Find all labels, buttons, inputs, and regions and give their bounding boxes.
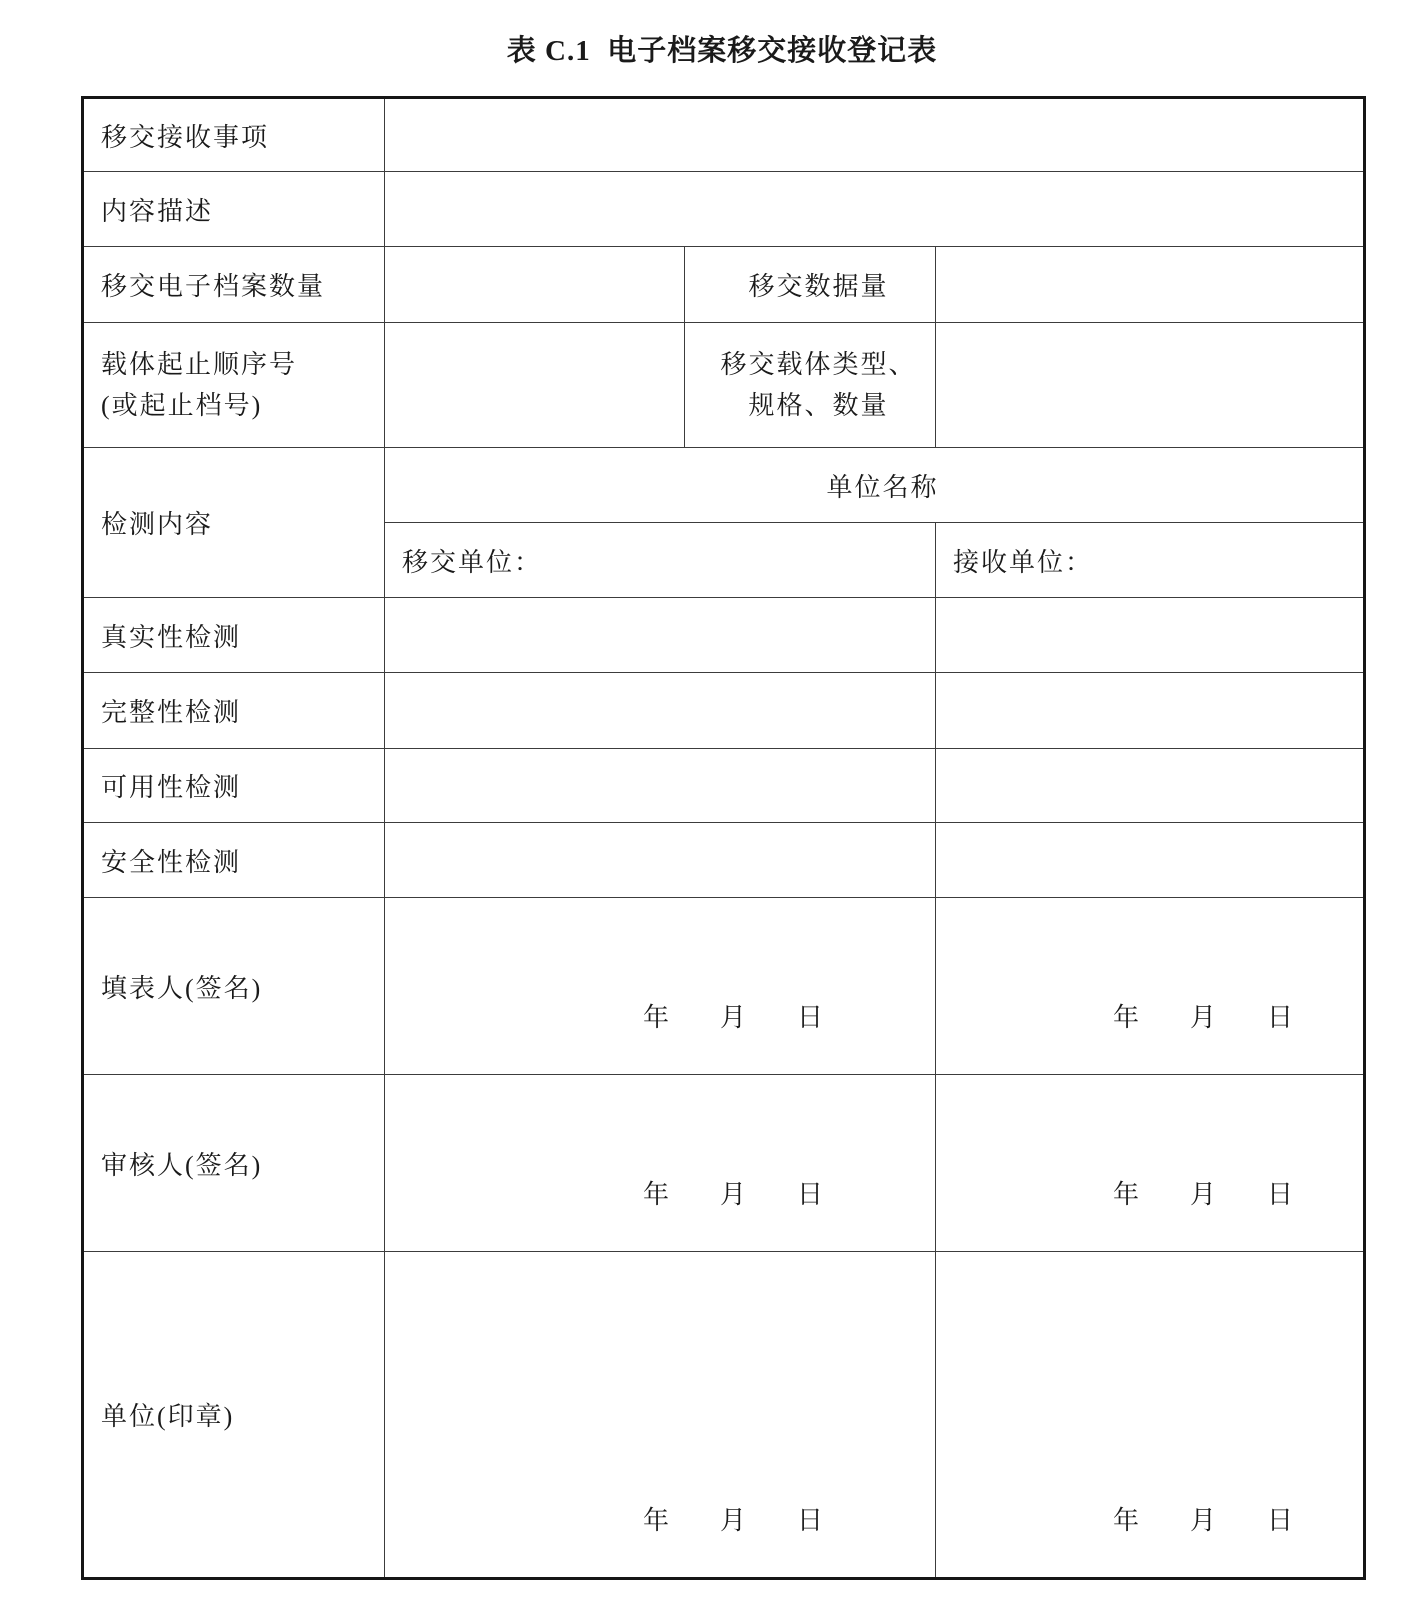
label-inspection-content: 检测内容 <box>83 448 385 598</box>
value-security-transfer <box>385 823 936 898</box>
label-transfer-data-volume: 移交数据量 <box>685 247 936 323</box>
value-integrity-receive <box>936 673 1365 749</box>
label-carrier-type-line2: 规格、数量 <box>748 391 889 420</box>
row-integrity-check <box>83 673 1365 749</box>
row-usability-check <box>83 749 1365 823</box>
row-carrier-sequence <box>83 323 1365 448</box>
value-authenticity-receive <box>936 598 1365 673</box>
value-usability-receive <box>936 749 1365 823</box>
value-transfer-receive-item <box>385 98 1365 172</box>
date-stub <box>1113 997 1293 1034</box>
row-security-check <box>83 823 1365 898</box>
date-year: 年 <box>1112 1506 1139 1535</box>
row-authenticity-check <box>83 598 1365 673</box>
value-transfer-data-volume <box>936 247 1365 323</box>
value-unit-seal-transfer <box>385 1252 936 1579</box>
date-stub <box>1113 1174 1293 1211</box>
date-stub <box>643 997 823 1034</box>
label-reviewer-signature: 审核人(签名) <box>83 1075 385 1252</box>
label-carrier-sequence-line2: (或起止档号) <box>101 391 263 420</box>
label-security-check: 安全性检测 <box>83 823 385 898</box>
label-authenticity-check: 真实性检测 <box>83 598 385 673</box>
date-day: 日 <box>796 1180 823 1209</box>
date-year: 年 <box>1112 1180 1139 1209</box>
label-carrier-type <box>685 323 936 448</box>
value-content-description <box>385 172 1365 247</box>
header-unit-name: 单位名称 <box>385 448 1365 523</box>
value-transfer-archive-count <box>385 247 685 323</box>
date-year: 年 <box>1112 1003 1139 1032</box>
label-usability-check: 可用性检测 <box>83 749 385 823</box>
date-year: 年 <box>642 1180 669 1209</box>
value-carrier-sequence <box>385 323 685 448</box>
label-unit-seal: 单位(印章) <box>83 1252 385 1579</box>
registration-table <box>81 96 1366 1580</box>
date-day: 日 <box>796 1506 823 1535</box>
label-form-filler-signature: 填表人(签名) <box>83 898 385 1075</box>
date-month: 月 <box>1189 1180 1216 1209</box>
row-archive-count <box>83 247 1365 323</box>
value-form-filler-receive <box>936 898 1365 1075</box>
row-reviewer <box>83 1075 1365 1252</box>
row-transfer-receive-item <box>83 98 1365 172</box>
label-transfer-archive-count: 移交电子档案数量 <box>83 247 385 323</box>
date-month: 月 <box>1189 1003 1216 1032</box>
value-carrier-type <box>936 323 1365 448</box>
label-integrity-check: 完整性检测 <box>83 673 385 749</box>
label-carrier-type-line1: 移交载体类型、 <box>720 350 917 379</box>
label-receive-unit: 接收单位： <box>936 523 1365 598</box>
row-content-description <box>83 172 1365 247</box>
label-transfer-unit: 移交单位： <box>385 523 936 598</box>
value-security-receive <box>936 823 1365 898</box>
value-authenticity-transfer <box>385 598 936 673</box>
value-reviewer-transfer <box>385 1075 936 1252</box>
row-unit-seal <box>83 1252 1365 1579</box>
label-carrier-sequence <box>83 323 385 448</box>
date-stub <box>643 1500 823 1537</box>
date-stub <box>643 1174 823 1211</box>
date-year: 年 <box>642 1003 669 1032</box>
date-day: 日 <box>1266 1003 1293 1032</box>
label-content-description: 内容描述 <box>83 172 385 247</box>
value-form-filler-transfer <box>385 898 936 1075</box>
value-unit-seal-receive <box>936 1252 1365 1579</box>
date-month: 月 <box>719 1506 746 1535</box>
date-month: 月 <box>719 1003 746 1032</box>
date-day: 日 <box>1266 1180 1293 1209</box>
label-transfer-receive-item: 移交接收事项 <box>83 98 385 172</box>
date-day: 日 <box>1266 1506 1293 1535</box>
value-reviewer-receive <box>936 1075 1365 1252</box>
date-year: 年 <box>642 1506 669 1535</box>
label-carrier-sequence-line1: 载体起止顺序号 <box>101 350 298 379</box>
value-usability-transfer <box>385 749 936 823</box>
page-title: 表 C.1 电子档案移交接收登记表 <box>506 35 938 67</box>
date-month: 月 <box>1189 1506 1216 1535</box>
row-unit-name-header <box>83 448 1365 523</box>
date-month: 月 <box>719 1180 746 1209</box>
date-stub <box>1113 1500 1293 1537</box>
date-day: 日 <box>796 1003 823 1032</box>
value-integrity-transfer <box>385 673 936 749</box>
row-form-filler <box>83 898 1365 1075</box>
